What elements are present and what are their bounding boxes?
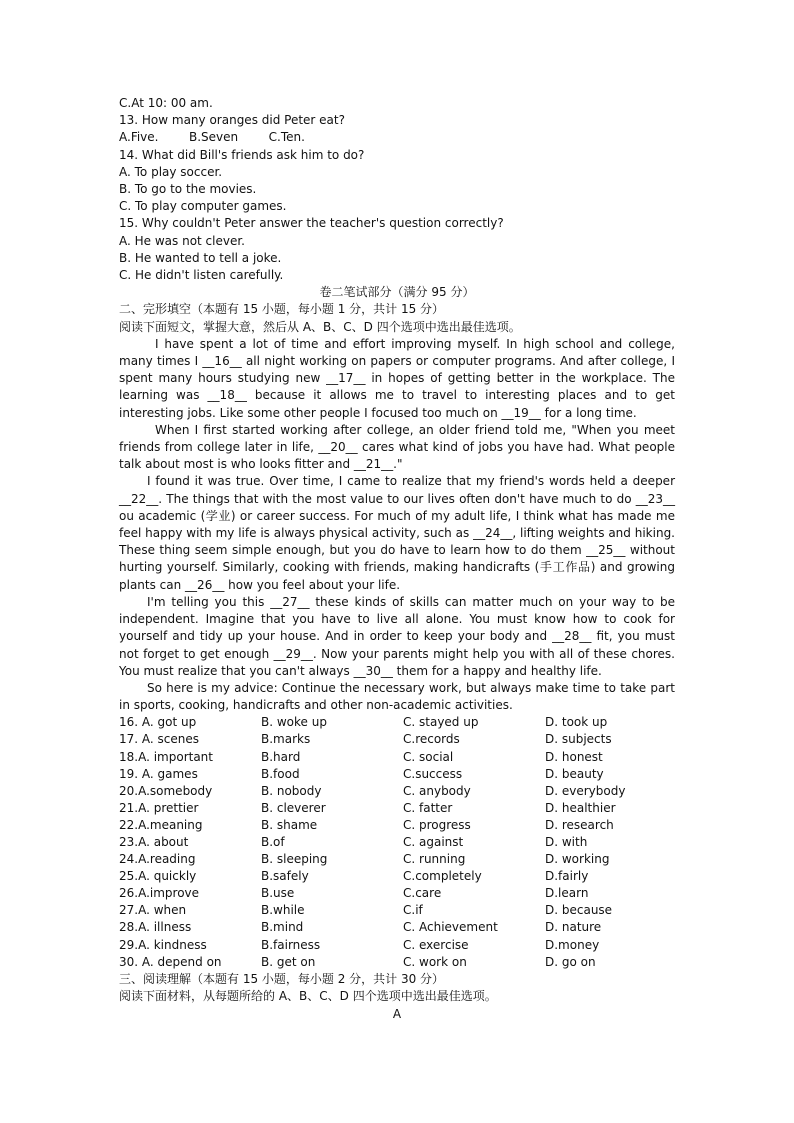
option-a: 18.A. important: [119, 749, 213, 764]
option-row: [119, 868, 675, 885]
option-row: [119, 731, 675, 748]
option-b: B.safely: [261, 869, 309, 884]
option-d: D. everybody: [545, 783, 626, 798]
option-c: C. social: [403, 749, 454, 764]
option-d: D.fairly: [545, 869, 589, 884]
question-15-option-b: B. He wanted to tell a joke.: [119, 250, 282, 265]
option-row: [119, 885, 675, 902]
option-c: C.care: [403, 886, 442, 901]
option-row: [119, 783, 675, 800]
listening-questions: [119, 95, 675, 284]
option-row: [119, 919, 675, 936]
option-a: 21.A. prettier: [119, 800, 199, 815]
option-a: 23.A. about: [119, 834, 189, 849]
option-d: D. go on: [545, 954, 596, 969]
option-d: D. subjects: [545, 732, 612, 747]
option-b: B.use: [261, 886, 295, 901]
question-15-option-c: C. He didn't listen carefully.: [119, 268, 284, 283]
question-14-option-c: C. To play computer games.: [119, 199, 287, 214]
passage-label: A: [392, 1007, 402, 1022]
cloze-paragraph-5: So here is my advice: Continue the necessary work, but always make time to take part in sports, cooking, handicrafts and other non-academic activities.: [119, 680, 675, 713]
option-c: C. Achievement: [403, 920, 498, 935]
option-d: D. research: [545, 817, 614, 832]
section-three-instruction: 阅读下面材料，从每题所给的 A、B、C、D 四个选项中选出最佳选项。: [119, 988, 497, 1003]
option-row: [119, 902, 675, 919]
option-c: C. progress: [403, 817, 471, 832]
cloze-paragraph-3: I found it was true. Over time, I came to realize that my friend's words held a deeper __22__. The things that with the most value to our lives often don't have much to do __23__ ou academic (学业) or career success. For much of my adult life, I think what has made me feel happy with my life is always physical activity, such as __24__, lifting weights and hiking. These thing seem simple enough, but you do have to learn how to do them __25__ without hurting yourself. Similarly, cooking with friends, making handicrafts (手工作品) and growing plants can __26__ how you feel about your life.: [119, 474, 675, 592]
exam-page: [119, 95, 675, 1023]
option-row: [119, 714, 675, 731]
option-a: 30. A. depend on: [119, 954, 222, 969]
option-b: B.marks: [261, 732, 311, 747]
option-b: B. nobody: [261, 783, 322, 798]
option-d: D. with: [545, 834, 588, 849]
option-c: C.completely: [403, 869, 482, 884]
option-b: B. woke up: [261, 715, 327, 730]
option-c: C. fatter: [403, 800, 453, 815]
option-row: [119, 766, 675, 783]
option-a: 29.A. kindness: [119, 937, 207, 952]
option-row: [119, 851, 675, 868]
option-c: C. against: [403, 834, 464, 849]
option-a: 16. A. got up: [119, 715, 197, 730]
question-14-option-b: B. To go to the movies.: [119, 182, 257, 197]
section-two-heading: 二、完形填空（本题有 15 小题，每小题 1 分，共计 15 分）: [119, 302, 445, 317]
question-15-option-a: A. He was not clever.: [119, 233, 245, 248]
option-b: B.food: [261, 766, 300, 781]
question-13: 13. How many oranges did Peter eat?: [119, 113, 345, 128]
option-a: 25.A. quickly: [119, 869, 197, 884]
option-c: C. anybody: [403, 783, 471, 798]
option-b: B.mind: [261, 920, 304, 935]
option-d: D. took up: [545, 715, 608, 730]
option-b: B. cleverer: [261, 800, 326, 815]
question-14-option-a: A. To play soccer.: [119, 164, 223, 179]
option-row: [119, 800, 675, 817]
option-b: B. shame: [261, 817, 318, 832]
option-a: 22.A.meaning: [119, 817, 203, 832]
option-b: B. get on: [261, 954, 316, 969]
option-c: C. work on: [403, 954, 467, 969]
option-b: B.of: [261, 834, 285, 849]
option-a: 28.A. illness: [119, 920, 192, 935]
option-b: B. sleeping: [261, 852, 328, 867]
option-d: D. working: [545, 852, 610, 867]
option-row: [119, 749, 675, 766]
option-c: C.success: [403, 766, 463, 781]
option-d: D. because: [545, 903, 613, 918]
option-d: D. nature: [545, 920, 602, 935]
listening-line: C.At 10: 00 am.: [119, 96, 213, 110]
option-a: 19. A. games: [119, 766, 198, 781]
option-c: C. running: [403, 852, 466, 867]
option-d: D.learn: [545, 886, 589, 901]
section-three-heading: 三、阅读理解（本题有 15 小题，每小题 2 分，共计 30 分）: [119, 971, 445, 986]
option-d: D.money: [545, 937, 600, 952]
question-13-options: A.Five. B.Seven C.Ten.: [119, 130, 305, 145]
option-b: B.fairness: [261, 937, 321, 952]
cloze-options: [119, 714, 675, 970]
option-a: 24.A.reading: [119, 852, 196, 867]
option-c: C. stayed up: [403, 715, 479, 730]
option-row: [119, 834, 675, 851]
option-a: 20.A.somebody: [119, 783, 213, 798]
option-d: D. beauty: [545, 766, 604, 781]
question-15: 15. Why couldn't Peter answer the teacher's question correctly?: [119, 216, 504, 231]
option-d: D. honest: [545, 749, 603, 764]
option-row: [119, 954, 675, 971]
question-14: 14. What did Bill's friends ask him to do?: [119, 147, 365, 162]
cloze-passage: [119, 336, 675, 714]
section-two-instruction: 阅读下面短文，掌握大意，然后从 A、B、C、D 四个选项中选出最佳选项。: [119, 319, 521, 334]
option-row: [119, 937, 675, 954]
option-d: D. healthier: [545, 800, 616, 815]
option-c: C.records: [403, 732, 460, 747]
option-c: C.if: [403, 903, 423, 918]
cloze-paragraph-2: When I first started working after college, an older friend told me, "When you meet friends from college later in life, __20__ cares what kind of jobs you have had. What people talk about most is who looks fitter and __21__.": [119, 422, 675, 472]
option-a: 17. A. scenes: [119, 732, 199, 747]
option-a: 27.A. when: [119, 903, 187, 918]
option-row: [119, 817, 675, 834]
option-c: C. exercise: [403, 937, 469, 952]
option-b: B.hard: [261, 749, 301, 764]
cloze-paragraph-1: I have spent a lot of time and effort improving myself. In high school and college, many times I __16__ all night working on papers or computer programs. And after college, I spent many hours studying new __17__ in hopes of getting better in the workplace. The learning was __18__ because it allows me to travel to interesting places and to get interesting jobs. Like some other people I focused too much on __19__ for a long time.: [119, 336, 675, 420]
option-a: 26.A.improve: [119, 886, 200, 901]
cloze-paragraph-4: I'm telling you this __27__ these kinds of skills can matter much on your way to be independent. Imagine that you have to live all alone. You must know how to cook for yourself and tidy up your house. And in order to keep your body and __28__ fit, you must not forget to get enough __29__. Now your parents might help you with all of these chores. You must realize that you can't always __30__ them for a happy and healthy life.: [119, 594, 675, 678]
option-b: B.while: [261, 903, 305, 918]
volume-two-title: 卷二笔试部分（满分 95 分）: [319, 285, 475, 300]
